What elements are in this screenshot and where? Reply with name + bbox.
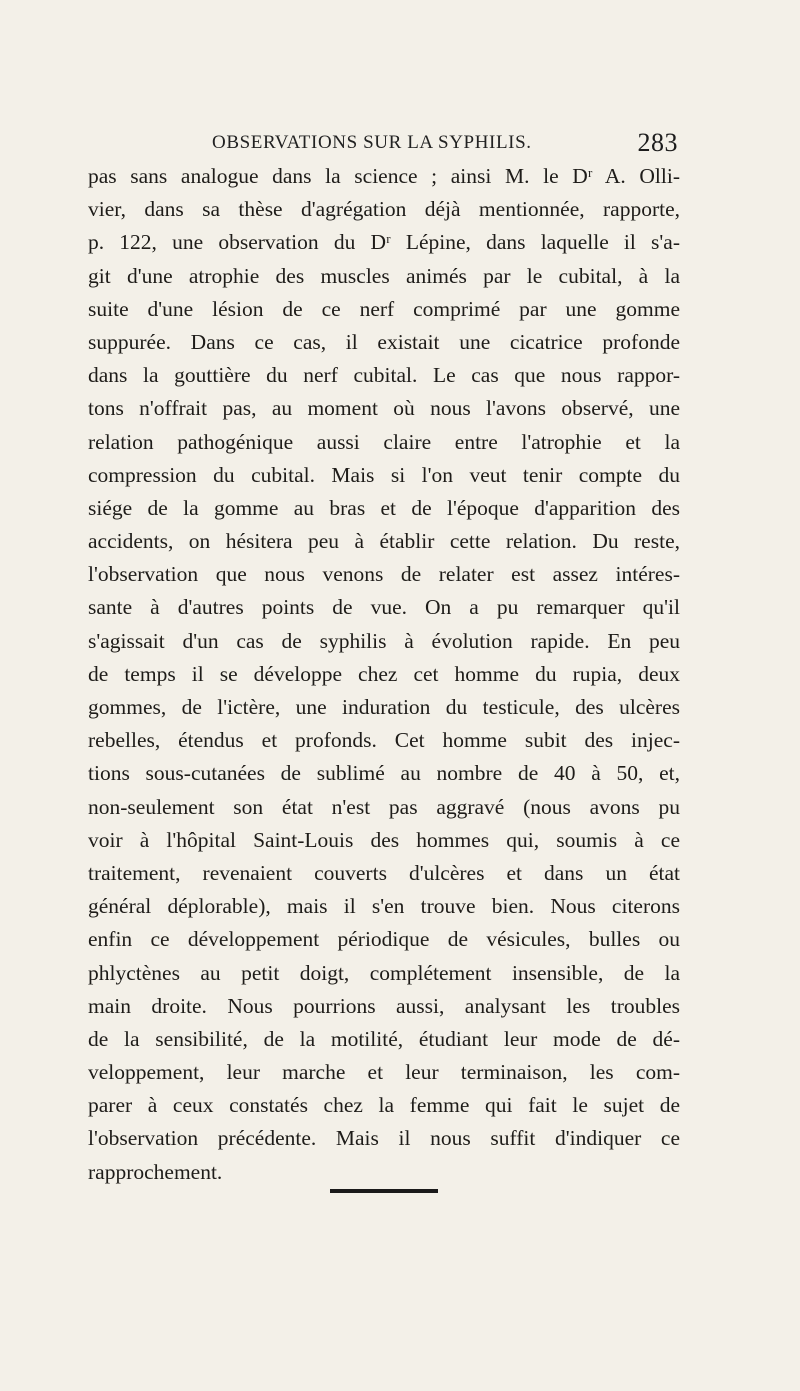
- text-line: parer à ceux constatés chez la femme qui fait le sujet de: [88, 1093, 680, 1118]
- text-line: relation pathogénique aussi claire entre l'atrophie et la: [88, 429, 680, 454]
- text-line: l'observation que nous venons de relater est assez intéres-: [88, 562, 680, 587]
- running-head: OBSERVATIONS SUR LA SYPHILIS.: [212, 132, 532, 153]
- text-line: rebelles, étendus et profonds. Cet homme subit des injec-: [88, 728, 680, 753]
- text-line: tions sous-cutanées de sublimé au nombre de 40 à 50, et,: [88, 761, 680, 786]
- text-line: git d'une atrophie des muscles animés par le cubital, à la: [88, 263, 680, 288]
- text-line: gommes, de l'ictère, une induration du testicule, des ulcères: [88, 695, 680, 719]
- text-line: rapprochement.: [88, 1159, 223, 1184]
- text-line: siége de la gomme au bras et de l'époque d'apparition des: [88, 495, 680, 520]
- text-line: p. 122, une observation du Dʳ Lépine, dans laquelle il s'a-: [88, 230, 680, 255]
- text-line: pas sans analogue dans la science ; ainsi M. le Dʳ A. Olli-: [88, 164, 680, 188]
- text-line: de la sensibilité, de la motilité, étudiant leur mode de dé-: [88, 1026, 680, 1051]
- body-paragraph: [88, 160, 680, 1189]
- text-line: général déplorable), mais il s'en trouve bien. Nous citerons: [88, 894, 680, 919]
- page-number: 283: [637, 128, 678, 157]
- text-line: voir à l'hôpital Saint-Louis des hommes qui, soumis à ce: [88, 827, 680, 852]
- text-line: suite d'une lésion de ce nerf comprimé par une gomme: [88, 296, 680, 321]
- text-line: enfin ce développement périodique de vésicules, bulles ou: [88, 927, 680, 952]
- text-line: suppurée. Dans ce cas, il existait une cicatrice profonde: [88, 329, 680, 354]
- text-line: s'agissait d'un cas de syphilis à évolution rapide. En peu: [88, 628, 680, 653]
- text-line: veloppement, leur marche et leur terminaison, les com-: [88, 1060, 680, 1085]
- text-line: phlyctènes au petit doigt, complétement insensible, de la: [88, 960, 680, 985]
- text-line: traitement, revenaient couverts d'ulcères et dans un état: [88, 860, 680, 885]
- text-line: tons n'offrait pas, au moment où nous l'avons observé, une: [88, 396, 680, 421]
- section-end-rule: [330, 1189, 438, 1193]
- page-header: [88, 128, 678, 162]
- text-line: non-seulement son état n'est pas aggravé (nous avons pu: [88, 794, 680, 819]
- text-line: compression du cubital. Mais si l'on veut tenir compte du: [88, 462, 680, 487]
- text-line: l'observation précédente. Mais il nous suffit d'indiquer ce: [88, 1126, 680, 1151]
- text-line: dans la gouttière du nerf cubital. Le cas que nous rappor-: [88, 363, 680, 388]
- text-line: de temps il se développe chez cet homme du rupia, deux: [88, 661, 680, 686]
- text-line: vier, dans sa thèse d'agrégation déjà mentionnée, rapporte,: [88, 197, 680, 222]
- text-line: sante à d'autres points de vue. On a pu remarquer qu'il: [88, 595, 680, 620]
- text-line: main droite. Nous pourrions aussi, analysant les troubles: [88, 993, 680, 1018]
- text-line: accidents, on hésitera peu à établir cette relation. Du reste,: [88, 529, 680, 554]
